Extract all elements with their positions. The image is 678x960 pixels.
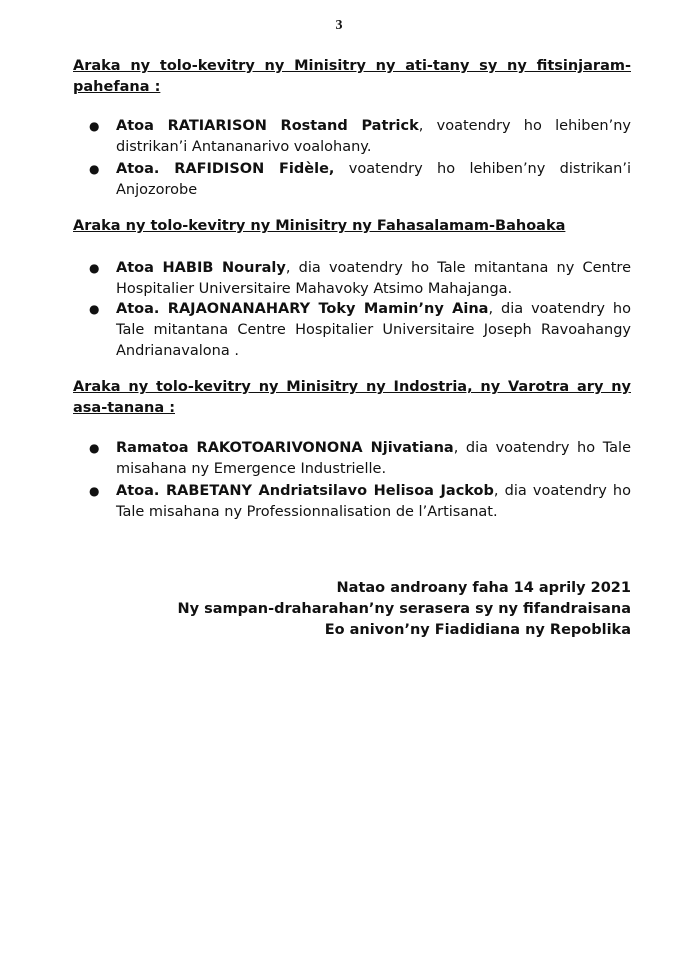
appointment-text: , voatendry ho lehiben’ny distrikan’i Antananarivo voalohany.: [116, 118, 631, 155]
appointment-text: voatendry ho lehiben’ny distrikan’i Anjozorobe: [116, 161, 631, 198]
list-item: [89, 438, 631, 480]
page-number: 3: [335, 18, 343, 33]
bullet-icon: ●: [89, 162, 100, 176]
appointee-name: Atoa HABIB Nouraly: [116, 260, 286, 276]
signature-office: Ny sampan-draharahan’ny serasera sy ny fifandraisana: [177, 601, 631, 617]
bullet-icon: ●: [89, 302, 100, 316]
appointee-name: Atoa. RAJAONANAHARY Toky Mamin’ny Aina: [116, 301, 489, 317]
list-item: [89, 481, 631, 523]
list-item: [89, 159, 631, 201]
appointee-name: Atoa. RABETANY Andriatsilavo Helisoa Jackob: [116, 483, 494, 499]
appointment-text: , dia voatendry ho Tale mitantana Centre Hospitalier Universitaire Joseph Ravoahangy Andrianavalona .: [116, 301, 631, 359]
appointment-text: , dia voatendry ho Tale mitantana ny Centre Hospitalier Universitaire Mahavoky Atsimo Mahajanga.: [116, 260, 631, 297]
appointment-text: , dia voatendry ho Tale misahana ny Professionnalisation de l’Artisanat.: [116, 483, 631, 520]
appointee-name: Atoa RATIARISON Rostand Patrick: [116, 118, 419, 134]
list-item: [89, 116, 631, 158]
bullet-icon: ●: [89, 119, 100, 133]
section-heading-2: Araka ny tolo-kevitry ny Minisitry ny Fahasalamam-Bahoaka: [73, 218, 566, 234]
signature-date: Natao androany faha 14 aprily 2021: [336, 580, 631, 596]
appointee-name: Ramatoa RAKOTOARIVONONA Njivatiana: [116, 440, 454, 456]
bullet-icon: ●: [89, 441, 100, 455]
appointment-text: , dia voatendry ho Tale misahana ny Emergence Industrielle.: [116, 440, 631, 477]
signature-authority: Eo anivon’ny Fiadidiana ny Repoblika: [324, 622, 631, 638]
signature-block: [177, 578, 631, 641]
section-heading-3: Araka ny tolo-kevitry ny Minisitry ny Indostria, ny Varotra ary ny asa-tanana :: [73, 379, 631, 416]
bullet-icon: ●: [89, 484, 100, 498]
list-item: [89, 299, 631, 362]
list-item: [89, 258, 631, 300]
appointee-name: Atoa. RAFIDISON Fidèle,: [116, 161, 335, 177]
bullet-icon: ●: [89, 261, 100, 275]
section-heading-1: Araka ny tolo-kevitry ny Minisitry ny ati-tany sy ny fitsinjaram-pahefana :: [73, 58, 631, 95]
